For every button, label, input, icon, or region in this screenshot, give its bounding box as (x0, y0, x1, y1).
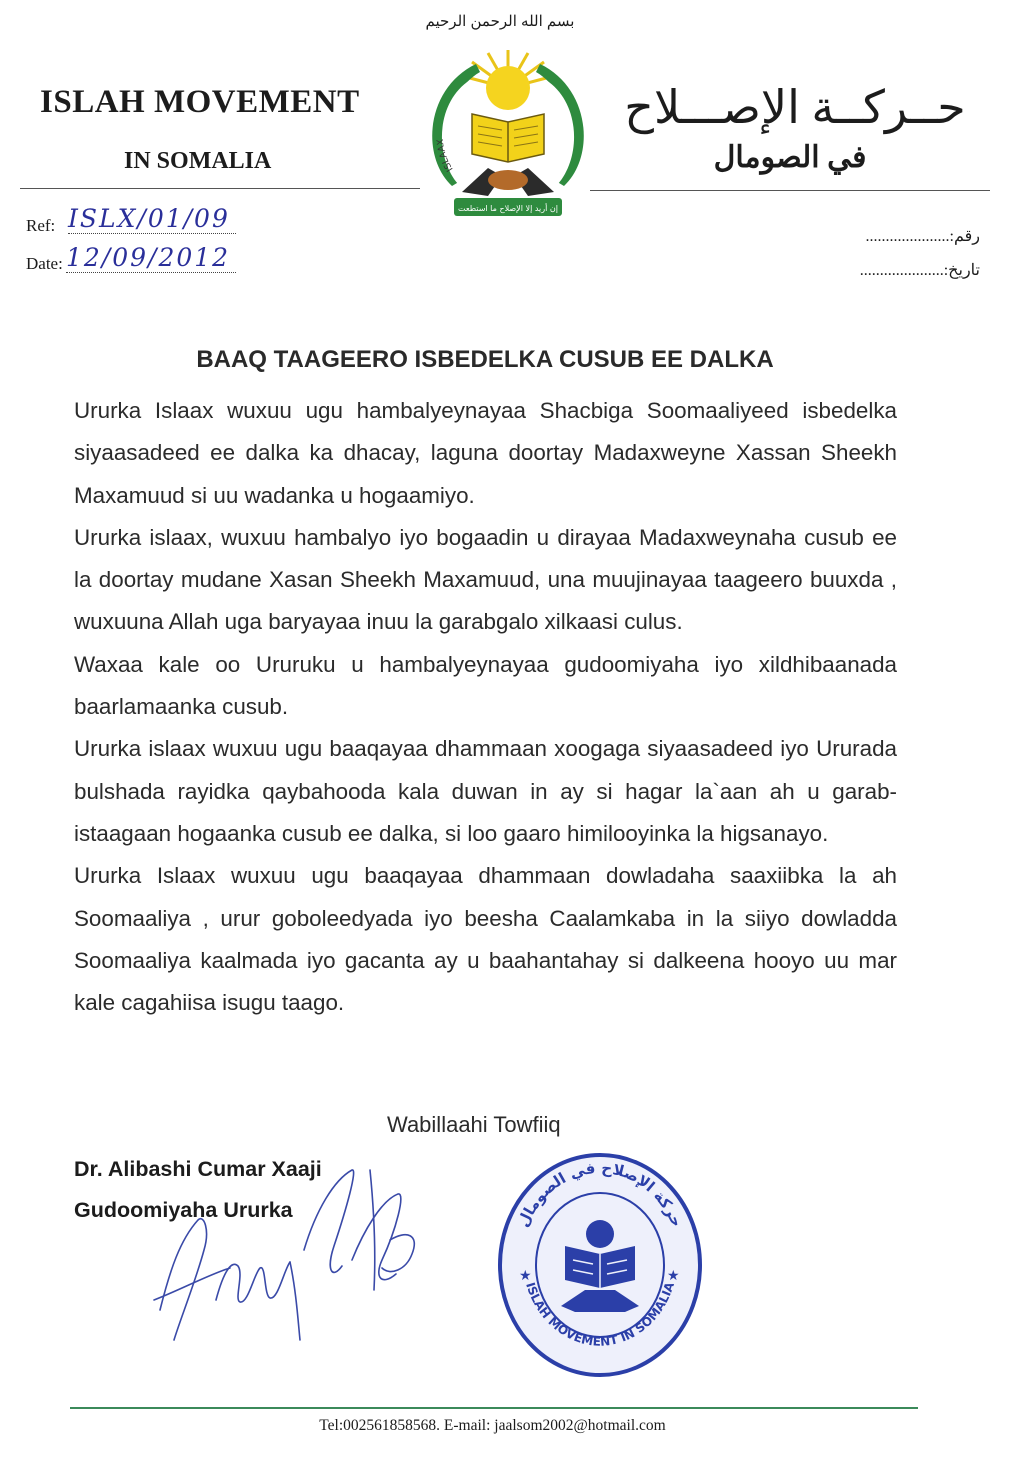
footer-divider (70, 1407, 918, 1409)
svg-text:★: ★ (519, 1267, 532, 1283)
logo-banner-text: إن أريد إلا الإصلاح ما استطعت (458, 204, 558, 213)
stamp-english-text: ISLAH MOVEMENT IN SOMALIA (523, 1280, 677, 1349)
body-paragraph-5: Ururka Islaax wuxuu ugu baaqayaa dhammaan dowladaha saaxiibka la ah Soomaaliya , urur goboleedyada iyo beesha Caalamkaba in la siiyo dowladda Soomaaliya kaalmada iyo gacanta ay u baahantahay si dalkeena hooyo uu mar kale cagahiisa isugu taago. (74, 863, 897, 1016)
body-paragraph-2: Ururka islaax, wuxuu hambalyo iyo bogaadin u dirayaa Madaxweynaha cusub ee la doortay mudane Xasan Sheekh Maxamuud, una muujinayaa taageero buuxda , wuxuuna Allah uga baryayaa inuu la garabgalo xilkaasi culus. (74, 524, 897, 635)
arabic-date-field: تاريخ:..................... (859, 262, 980, 279)
date-value: 12/09/2012 (66, 243, 236, 273)
signatory-title: Gudoomiyaha Ururka (74, 1198, 293, 1222)
bismillah-text: بسم الله الرحمن الرحيم (425, 13, 575, 30)
official-stamp (495, 1150, 705, 1380)
stamp-arabic-text: حركة الإصلاح في الصومال (513, 1158, 687, 1230)
organization-logo (418, 36, 598, 222)
body-paragraph-1: Ururka Islaax wuxuu ugu hambalyeynayaa Shacbiga Soomaaliyeed isbedelka siyaasadeed ee dalka ka dhacay, laguna doortay Madaxweyne Xassan Sheekh Maxamuud si uu wadanka u hogaamiyo. (74, 398, 897, 508)
date-label: Date: (26, 254, 63, 273)
header-divider-right (590, 190, 990, 191)
signatory-name: Dr. Alibashi Cumar Xaaji (74, 1157, 322, 1181)
ref-label: Ref: (26, 216, 56, 235)
header-divider-left (20, 188, 420, 189)
logo-label-islaax: ISLAAX (435, 138, 456, 174)
arabic-ref-field: رقم:..................... (865, 228, 980, 245)
letter-body (74, 390, 897, 1024)
ref-value: ISLX/01/09 (68, 204, 236, 234)
org-name-en-line1: ISLAH MOVEMENT (40, 84, 360, 120)
closing-phrase: Wabillaahi Towfiiq (387, 1112, 561, 1137)
letter-title: BAAQ TAAGEERO ISBEDELKA CUSUB EE DALKA (196, 346, 774, 373)
body-paragraph-3: Waxaa kale oo Ururuku u hambalyeynayaa gudoomiyaha iyo xildhibaanada baarlamaanka cusub. (74, 651, 897, 720)
footer-contact: Tel:002561858568. E-mail: jaalsom2002@hotmail.com (319, 1417, 666, 1434)
org-name-ar-line2: في الصومال (713, 141, 867, 174)
org-name-ar-line1: حــركــة الإصـــلاح (624, 82, 966, 133)
svg-text:★: ★ (667, 1267, 680, 1283)
org-name-en-line2: IN SOMALIA (124, 148, 272, 174)
body-paragraph-4: Ururka islaax wuxuu ugu baaqayaa dhammaan xoogaga siyaasadeed iyo Ururada bulshada rayidka qaybahooda kala duwan in ay si hagar la`aan ah u garab-istaagaan hogaanka cusub ee dalka, si loo gaaro himilooyinka la higsanayo. (74, 736, 897, 846)
